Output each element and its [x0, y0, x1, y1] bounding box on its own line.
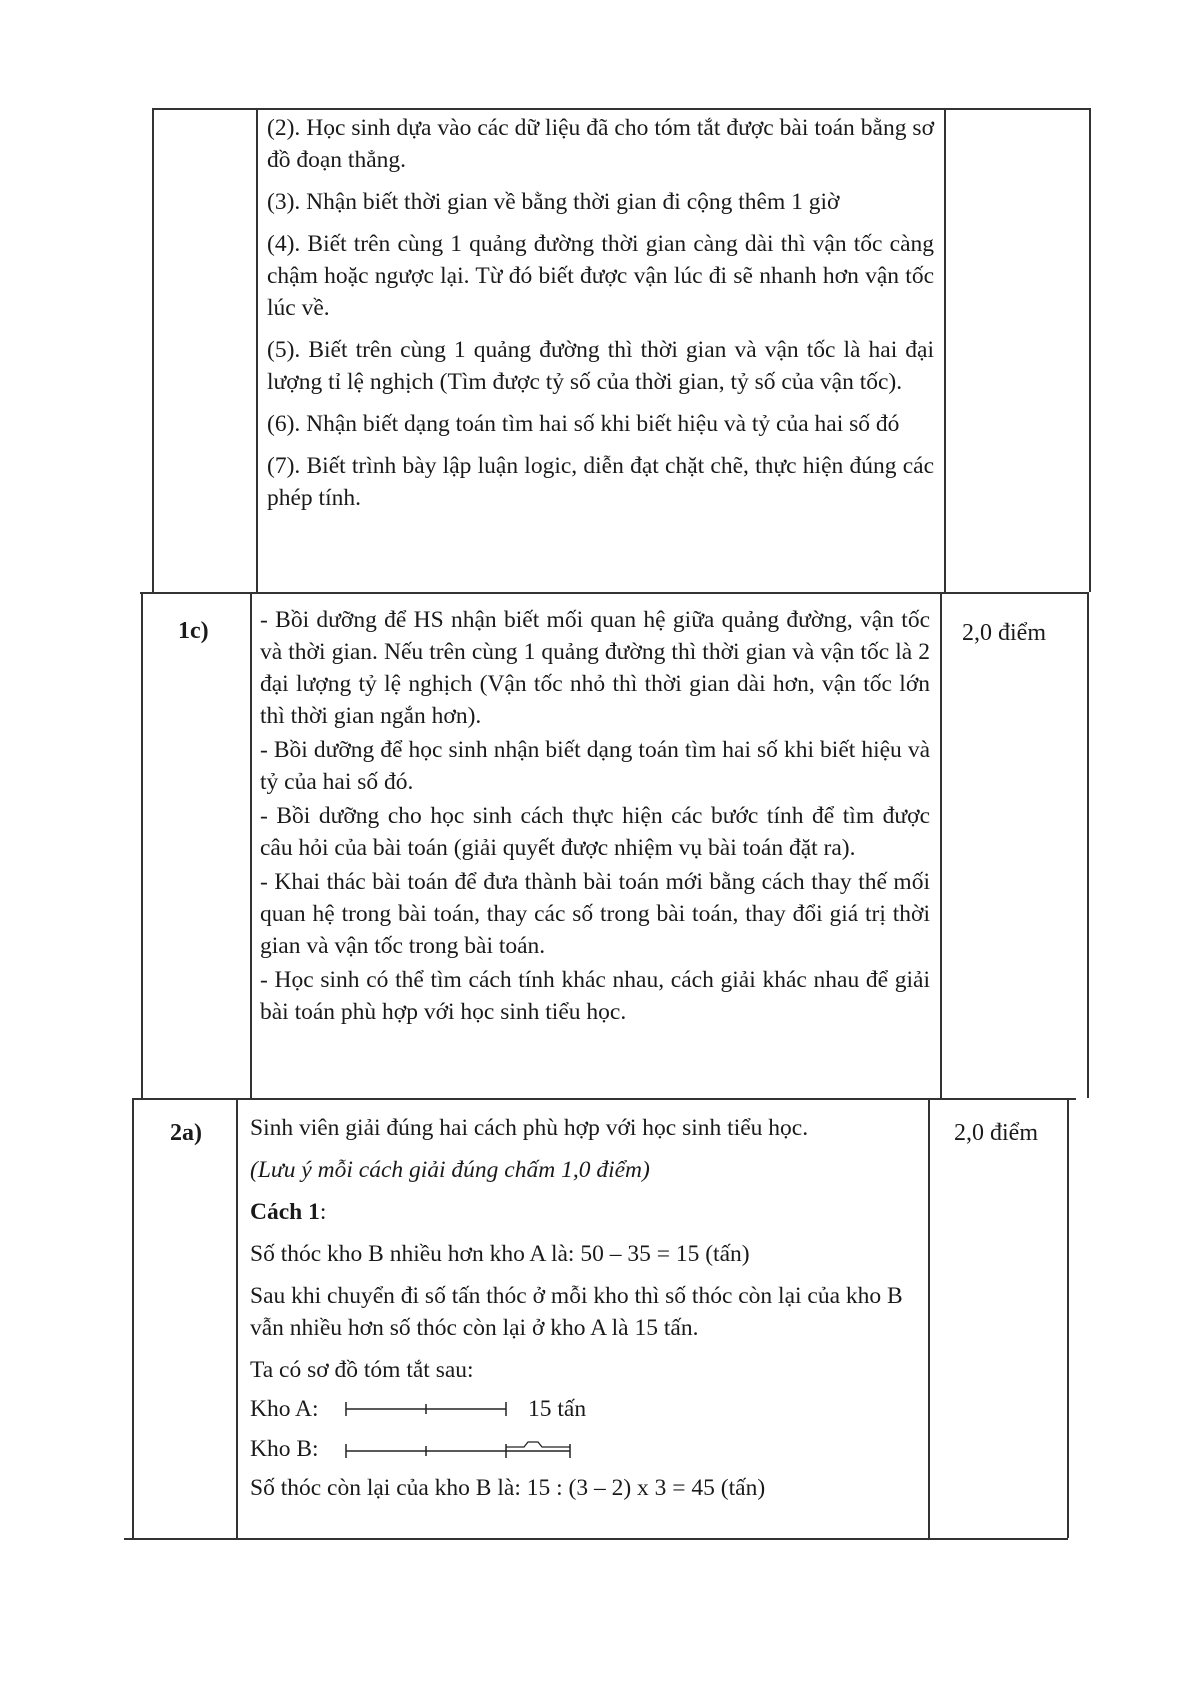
row-divider-2a [132, 1098, 1076, 1100]
criteria-item: (2). Học sinh dựa vào các dữ liệu đã cho tóm tắt được bài toán bằng sơ đồ đoạn thẳng. [267, 115, 934, 173]
answer-1c [260, 604, 930, 1030]
criteria-item: (4). Biết trên cùng 1 quảng đường thời gian càng dài thì vận tốc càng chậm hoặc ngược lại. Từ đó biết được vận lúc đi sẽ nhanh hơn vận tốc lúc về. [267, 231, 934, 321]
table-right-border [1089, 108, 1091, 592]
table-left-border-1c [141, 592, 143, 1098]
answer-2a-note: (Lưu ý mỗi cách giải đúng chấm 1,0 điểm) [250, 1157, 650, 1183]
answer-2a-line2: Sau khi chuyển đi số tấn thóc ở mỗi kho thì số thóc còn lại của kho B vẫn nhiều hơn số thóc còn lại ở kho A là 15 tấn. [250, 1283, 903, 1341]
criteria-item: (7). Biết trình bày lập luận logic, diễn đạt chặt chẽ, thực hiện đúng các phép tính. [267, 453, 934, 511]
column-divider-2 [944, 108, 946, 592]
table-left-border-2a [132, 1098, 134, 1538]
kho-a-segment [344, 1397, 514, 1421]
table-right-border-1c [1087, 592, 1089, 1098]
answer-2a-intro: Sinh viên giải đúng hai cách phù hợp với học sinh tiểu học. [250, 1115, 809, 1141]
method-heading [250, 1196, 922, 1228]
table-left-border [152, 108, 154, 592]
table-right-border-2a [1067, 1098, 1069, 1538]
method-title: Cách 1 [250, 1199, 320, 1225]
column-divider-1-1c [250, 592, 252, 1098]
answer-1c-item: - Khai thác bài toán để đưa thành bài toán mới bằng cách thay thế mối quan hệ trong bài toán, thay các số trong bài toán, thay đổi giá trị thời gian và vận tốc trong bài toán. [260, 869, 930, 959]
answer-2a-line4: Số thóc còn lại của kho B là: 15 : (3 – 2) x 3 = 45 (tấn) [250, 1475, 766, 1501]
diagram-kho-b [250, 1430, 922, 1468]
kho-b-difference-brace [506, 1442, 570, 1447]
table-top-border [152, 108, 1090, 110]
row-label-1c: 1c) [178, 618, 209, 644]
column-divider-1-2a [236, 1098, 238, 1538]
answer-1c-item: - Học sinh có thể tìm cách tính khác nhau, cách giải khác nhau để giải bài toán phù hợp với học sinh tiểu học. [260, 967, 930, 1025]
criteria-list [267, 112, 934, 524]
table-bottom-border [124, 1538, 1068, 1540]
answer-2a-line3: Ta có sơ đồ tóm tắt sau: [250, 1357, 474, 1383]
kho-b-label: Kho B: [250, 1436, 319, 1462]
kho-a-label: Kho A: [250, 1396, 319, 1422]
column-divider-1 [256, 108, 258, 592]
score-2a: 2,0 điểm [954, 1120, 1038, 1146]
criteria-item: (6). Nhận biết dạng toán tìm hai số khi biết hiệu và tỷ của hai số đó [267, 411, 900, 437]
answer-1c-item: - Bồi dưỡng để HS nhận biết mối quan hệ giữa quảng đường, vận tốc và thời gian. Nếu trên cùng 1 quảng đường thì thời gian và vận tốc là 2 đại lượng tỷ lệ nghịch (Vận tốc nhỏ thì thời gian dài hơn, vận tốc lớn thì thời gian ngắn hơn). [260, 607, 930, 729]
kho-b-segment [344, 1437, 574, 1461]
answer-2a [250, 1112, 922, 1514]
row-divider-1c [140, 592, 1088, 594]
score-1c: 2,0 điểm [962, 620, 1046, 646]
answer-2a-line1: Số thóc kho B nhiều hơn kho A là: 50 – 35 = 15 (tấn) [250, 1241, 750, 1267]
answer-1c-item: - Bồi dưỡng cho học sinh cách thực hiện các bước tính để tìm được câu hỏi của bài toán (giải quyết được nhiệm vụ bài toán đặt ra). [260, 803, 930, 861]
method-colon: : [319, 1199, 327, 1225]
kho-a-note: 15 tấn [528, 1396, 587, 1422]
criteria-item: (5). Biết trên cùng 1 quảng đường thì thời gian và vận tốc là hai đại lượng tỉ lệ nghịch (Tìm được tỷ số của thời gian, tỷ số của vận tốc). [267, 337, 934, 395]
row-label-2a: 2a) [170, 1120, 202, 1146]
criteria-item: (3). Nhận biết thời gian về bằng thời gian đi cộng thêm 1 giờ [267, 189, 840, 215]
diagram-kho-a [250, 1390, 922, 1428]
column-divider-2-1c [940, 592, 942, 1098]
answer-1c-item: - Bồi dưỡng để học sinh nhận biết dạng toán tìm hai số khi biết hiệu và tỷ của hai số đó. [260, 737, 930, 795]
column-divider-2-2a [928, 1098, 930, 1538]
